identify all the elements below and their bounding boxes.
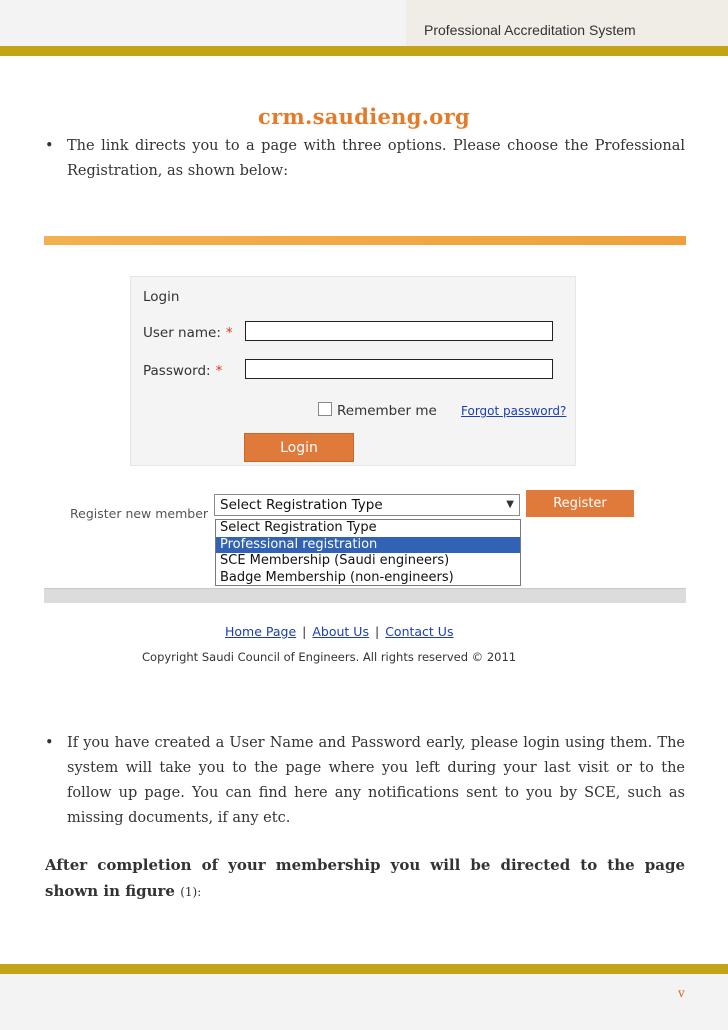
login-heading: Login xyxy=(143,289,180,305)
page-number: v xyxy=(678,986,685,1000)
username-input[interactable] xyxy=(245,321,553,341)
select-value: Select Registration Type xyxy=(220,497,383,513)
password-label-text: Password: xyxy=(143,363,211,379)
footer-rule xyxy=(0,964,728,974)
option-select-registration-type[interactable]: Select Registration Type xyxy=(220,520,377,535)
link-separator: | xyxy=(302,624,307,639)
login-page-screenshot xyxy=(44,236,686,606)
login-button[interactable]: Login xyxy=(244,433,354,462)
remember-me-checkbox[interactable] xyxy=(318,402,332,416)
required-mark: * xyxy=(215,363,223,379)
contact-us-link[interactable]: Contact Us xyxy=(385,624,454,639)
bullet: • xyxy=(45,138,54,154)
header-title: Professional Accreditation System xyxy=(424,22,636,38)
forgot-password-link[interactable]: Forgot password? xyxy=(461,404,567,418)
footer-links xyxy=(225,624,453,639)
completion-text: After completion of your membership you will be directed to the page shown in figure xyxy=(45,856,685,900)
register-new-member-label: Register new member xyxy=(70,506,209,521)
login-box xyxy=(130,276,576,466)
figure-reference: (1): xyxy=(180,885,202,899)
option-badge-membership[interactable]: Badge Membership (non-engineers) xyxy=(220,569,454,585)
remember-me-label: Remember me xyxy=(337,403,437,419)
about-us-link[interactable]: About Us xyxy=(312,624,369,639)
screenshot-top-bar xyxy=(44,236,686,245)
home-page-link[interactable]: Home Page xyxy=(225,624,297,639)
intro-text: The link directs you to a page with three options. Please choose the Professional Registration, as shown below: xyxy=(67,138,685,179)
screenshot-bottom-bar xyxy=(44,588,686,603)
option-professional-registration[interactable]: Professional registration xyxy=(216,537,520,554)
footer-bar xyxy=(0,974,728,1030)
link-separator: | xyxy=(374,624,380,639)
login-instructions-paragraph xyxy=(45,731,685,831)
password-label xyxy=(143,363,222,379)
option-sce-membership[interactable]: SCE Membership (Saudi engineers) xyxy=(220,553,450,568)
register-button[interactable]: Register xyxy=(526,490,634,517)
registration-type-dropdown xyxy=(215,519,521,586)
required-mark: * xyxy=(225,325,233,341)
completion-paragraph xyxy=(45,852,685,905)
password-input[interactable] xyxy=(245,359,553,379)
username-label-text: User name: xyxy=(143,325,221,341)
intro-paragraph xyxy=(45,134,685,184)
header-rule xyxy=(0,46,728,56)
registration-type-select[interactable] xyxy=(214,494,520,516)
copyright-text: Copyright Saudi Council of Engineers. All rights reserved © 2011 xyxy=(142,650,517,664)
chevron-down-icon: ▼ xyxy=(506,499,514,510)
bullet: • xyxy=(45,735,54,751)
site-title: crm.saudieng.org xyxy=(258,104,470,129)
login-instructions-text: If you have created a User Name and Password early, please login using them. The system will take you to the page where you left during your last visit or to the follow up page. You can find here any notifications sent to you by SCE, such as missing documents, if any etc. xyxy=(67,735,685,826)
username-label xyxy=(143,325,233,341)
